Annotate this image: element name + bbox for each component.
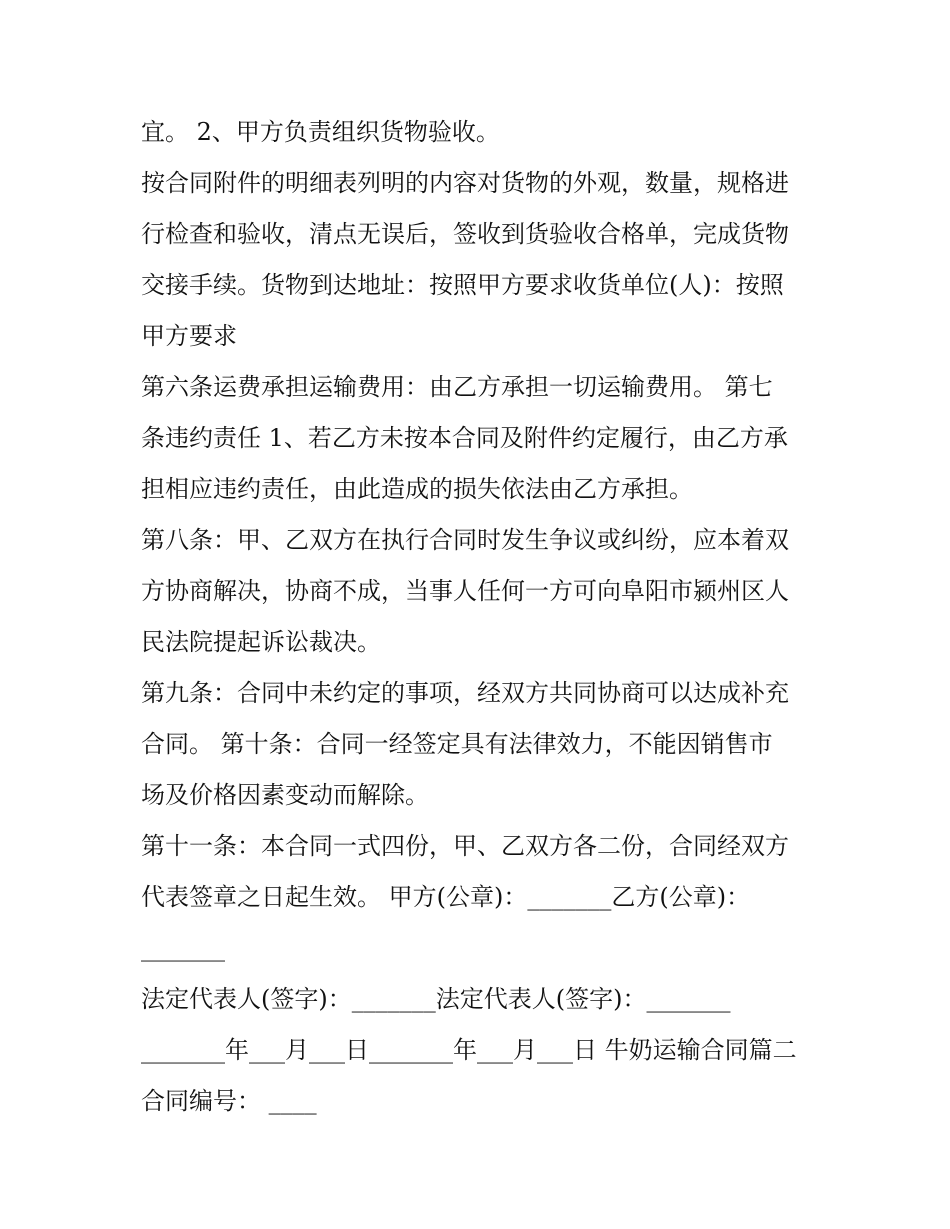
document-body bbox=[141, 107, 821, 1127]
representative-signature-line: 法定代表人(签字)：_______法定代表人(签字)：_______ bbox=[141, 985, 731, 1013]
date-line: _______年___月___日_______年___月___日 牛奶运输合同篇二 bbox=[141, 1036, 797, 1064]
text-line: 场及价格因素变动而解除。 bbox=[141, 781, 429, 809]
text-line: 甲方要求 bbox=[141, 322, 237, 350]
text-line: 代表签章之日起生效。 甲方(公章)：_______乙方(公章)： bbox=[141, 883, 751, 911]
text-line: 宜。 2、甲方负责组织货物验收。 bbox=[141, 118, 500, 146]
text-line: 按合同附件的明细表列明的内容对货物的外观，数量，规格进 bbox=[141, 169, 789, 197]
text-line: 合同。 第十条：合同一经签定具有法律效力，不能因销售市 bbox=[141, 730, 773, 758]
contract-number-line: 合同编号： ____ bbox=[141, 1087, 317, 1115]
text-line: 行检查和验收，清点无误后，签收到货验收合格单，完成货物 bbox=[141, 220, 789, 248]
text-line: 方协商解决，协商不成，当事人任何一方可向阜阳市颍州区人 bbox=[141, 577, 789, 605]
text-line: 第六条运费承担运输费用：由乙方承担一切运输费用。 第七 bbox=[141, 373, 773, 401]
signature-blank-line: _______ bbox=[141, 934, 225, 962]
text-line: 第十一条：本合同一式四份，甲、乙双方各二份，合同经双方 bbox=[141, 832, 789, 860]
text-line: 民法院提起诉讼裁决。 bbox=[141, 628, 381, 656]
text-line: 第八条：甲、乙双方在执行合同时发生争议或纠纷，应本着双 bbox=[141, 526, 789, 554]
text-line: 第九条：合同中未约定的事项，经双方共同协商可以达成补充 bbox=[141, 679, 789, 707]
text-line: 交接手续。货物到达地址：按照甲方要求收货单位(人)：按照 bbox=[141, 271, 784, 299]
text-line: 担相应违约责任，由此造成的损失依法由乙方承担。 bbox=[141, 475, 693, 503]
text-line: 条违约责任 1、若乙方未按本合同及附件约定履行，由乙方承 bbox=[141, 424, 788, 452]
